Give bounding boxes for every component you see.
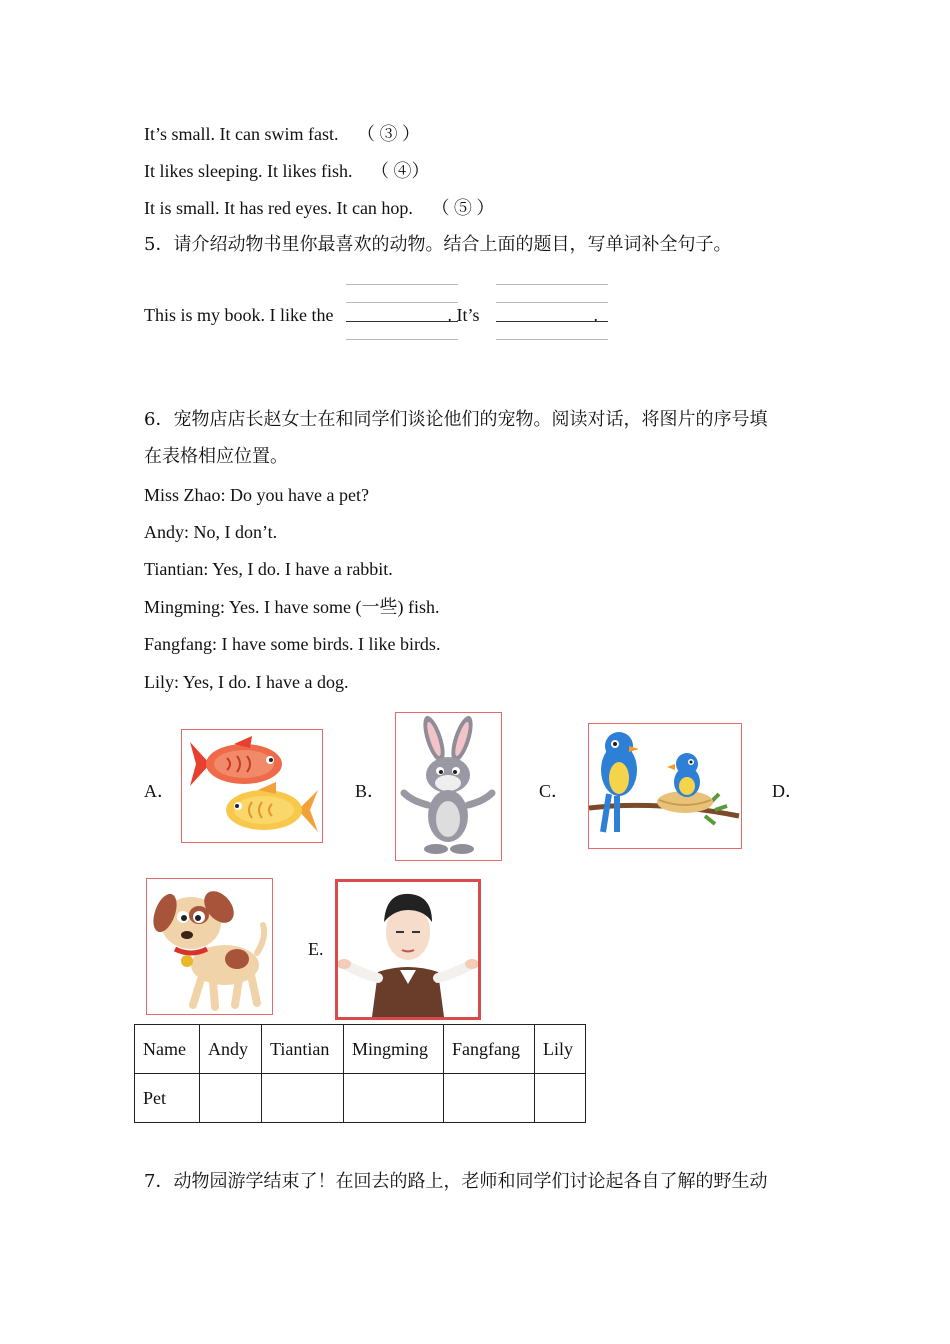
q7-prompt: 7．动物园游学结束了！在回去的路上，老师和同学们讨论起各自了解的野生动 [144,1171,768,1192]
q5-sentence-part1: This is my book. I like the [144,305,334,325]
q4-item-5 [144,196,494,220]
boy-shrug-icon [338,882,478,1017]
q4-item-5-text: It is small. It has red eyes. It can hop. [144,198,413,218]
option-b-label: B． [355,781,386,801]
q4-item-3-text: It’s small. It can swim fast. [144,124,339,144]
table-header-cell: Name [135,1025,200,1074]
q6-prompt-line1: 6．宠物店店长赵女士在和同学们谈论他们的宠物。阅读对话，将图片的序号填 [144,409,768,430]
table-header-cell: Tiantian [262,1025,344,1074]
option-b-rabbit-image [395,712,502,861]
q4-item-4-answer: （ ④） [370,161,430,181]
birds-icon [589,724,740,847]
q4-item-4 [144,159,429,183]
answer-cell-tiantian[interactable] [262,1074,344,1123]
option-c-birds-image [588,723,742,849]
q5-sentence [144,303,598,327]
table-header-cell: Mingming [344,1025,444,1074]
answer-cell-fangfang[interactable] [444,1074,535,1123]
table-row-label: Pet [135,1074,200,1123]
dialogue-line: Tiantian: Yes, I do. I have a rabbit. [144,559,393,579]
option-a-fish-image [181,729,323,843]
q6-prompt-line2: 在表格相应位置。 [144,446,288,467]
table-header-cell: Lily [535,1025,586,1074]
dialogue-line: Miss Zhao: Do you have a pet? [144,485,369,505]
option-a-label: A． [144,781,175,801]
q4-item-4-text: It likes sleeping. It likes fish. [144,161,353,181]
table-row [135,1025,586,1074]
table-header-cell: Andy [200,1025,262,1074]
option-c-label: C． [539,781,570,801]
option-e-label: E. [308,939,324,959]
q5-sentence-part3: . [593,305,598,325]
rabbit-icon [396,713,500,859]
table-header-cell: Fangfang [444,1025,535,1074]
answer-cell-mingming[interactable] [344,1074,444,1123]
answer-cell-andy[interactable] [200,1074,262,1123]
dialogue-line: Lily: Yes, I do. I have a dog. [144,672,349,692]
q4-item-5-answer: （ ⑤ ） [431,198,495,218]
q5-sentence-part2: . It’s [447,305,480,325]
q4-item-3-answer: （ ③ ） [356,124,420,144]
answer-cell-lily[interactable] [535,1074,586,1123]
option-d-label: D． [772,781,803,801]
table-row [135,1074,586,1123]
dialogue-line: Fangfang: I have some birds. I like birds. [144,634,441,654]
option-e-boy-image [335,879,481,1020]
q5-prompt: 5．请介绍动物书里你最喜欢的动物。结合上面的题目，写单词补全句子。 [144,234,732,255]
q4-item-3 [144,122,420,146]
dog-icon [147,879,271,1013]
fish-icon [182,730,321,841]
dialogue-line: Andy: No, I don’t. [144,522,278,542]
dialogue-line: Mingming: Yes. I have some (一些) fish. [144,597,440,617]
pet-table [134,1024,586,1123]
option-d-dog-image [146,878,273,1015]
